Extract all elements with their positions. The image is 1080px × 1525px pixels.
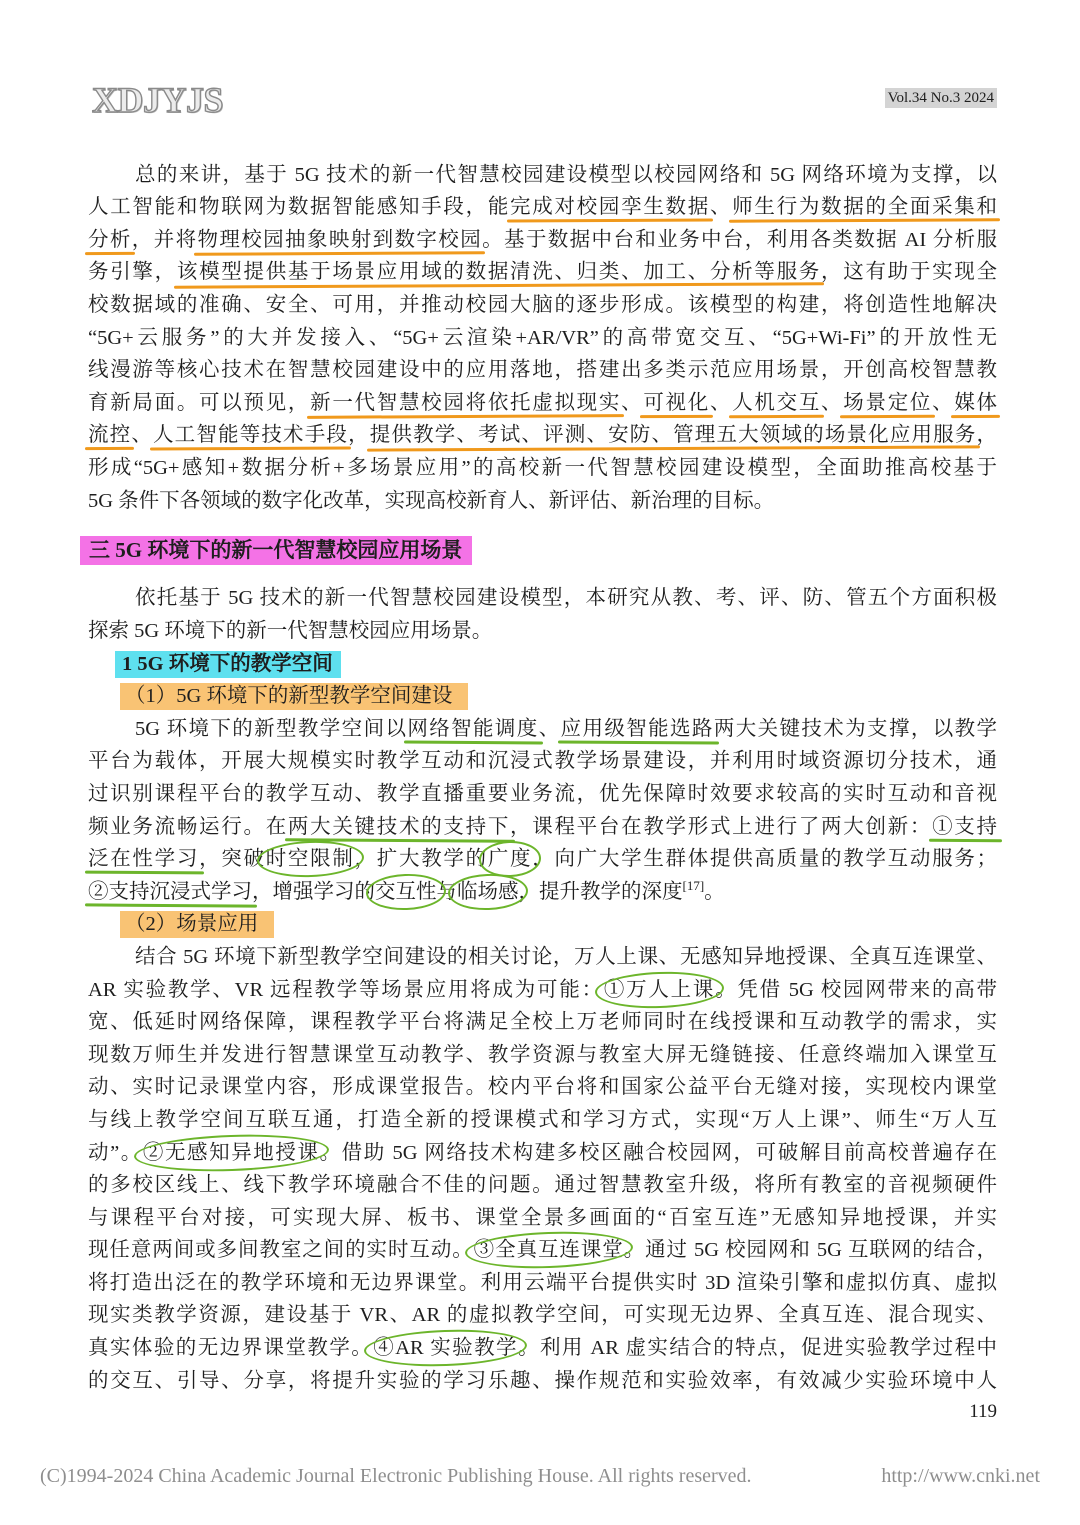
text-line bbox=[88, 256, 997, 289]
text-line bbox=[88, 713, 997, 746]
text-run: 、 bbox=[709, 196, 733, 219]
topic-heading-2 bbox=[88, 908, 997, 941]
text-line bbox=[88, 1234, 997, 1267]
text-line bbox=[88, 1332, 997, 1365]
text-run: 。 bbox=[704, 880, 725, 903]
green-circled-phrase: 临场感 bbox=[457, 880, 519, 903]
text-run: ，并将 bbox=[131, 228, 198, 251]
text-line bbox=[88, 1006, 997, 1039]
copyright-notice: (C)1994-2024 China Academic Journal Electronic Publishing House. All rights reserved. bbox=[40, 1465, 752, 1487]
issue-label: Vol.34 No.3 2024 bbox=[885, 88, 997, 108]
text-run: 。基于数据中台和业务中台，利用各类数据 AI 分析服 bbox=[482, 228, 998, 251]
text-run: 频业务流畅运行。在 bbox=[88, 815, 288, 838]
text-run: 现任意两间或多间教室之间的实时互动。 bbox=[88, 1239, 474, 1262]
text-line bbox=[88, 582, 997, 615]
text-run: “5G+云服务”的大并发接入、“5G+云渲染+AR/VR”的高带宽交互、“5G+Wi-Fi”的开放性无 bbox=[88, 326, 997, 349]
text-run: 校数据域的准确、安全、可用，并推动校园大脑的逐步形成。该模型的构建，将创造性地解决 bbox=[88, 294, 997, 317]
text-run: 、 bbox=[131, 424, 154, 447]
text-line bbox=[88, 159, 997, 192]
text-run: 与课程平台对接，可实现大屏、板书、课堂全景多画面的“百室互连”无感知异地授课，并实 bbox=[88, 1206, 997, 1229]
text-line bbox=[88, 1202, 997, 1235]
topic-heading-1 bbox=[88, 680, 997, 713]
green-underlined-phrase: ②支持沉浸式学习 bbox=[88, 880, 252, 903]
orange-underlined-phrase: 媒体 bbox=[954, 391, 998, 414]
text-run: ，这有助于实现全 bbox=[821, 261, 998, 284]
text-line bbox=[88, 224, 997, 257]
text-run: 。利用 AR 虚实结合的特点，促进实验教学过程中 bbox=[518, 1337, 998, 1360]
green-underlined-phrase: 两大关键技术的支持下 bbox=[287, 815, 511, 838]
topic-heading-1-text: （1）5G 环境下的新型教学空间建设 bbox=[120, 683, 468, 710]
orange-underlined-phrase: 完成对校园孪生数据 bbox=[510, 196, 710, 219]
green-underlined-phrase: 泛在性学习 bbox=[88, 848, 200, 871]
orange-underlined-phrase: 新一代智慧校园将依托虚拟现实 bbox=[310, 391, 622, 414]
orange-underlined-phrase: 人工智能等技术手段 bbox=[153, 424, 349, 447]
text-run: 育新局面。可以预见， bbox=[88, 391, 311, 414]
text-line bbox=[88, 1137, 997, 1170]
text-line bbox=[88, 876, 997, 909]
orange-underlined-phrase: 可视化 bbox=[643, 391, 710, 414]
text-line bbox=[88, 843, 997, 876]
text-run: ，向广大学生群体提供高质量的教学互动服务； bbox=[532, 848, 998, 871]
section-heading bbox=[88, 534, 997, 567]
text-run: ，突破 bbox=[199, 848, 266, 871]
text-run: 过识别课程平台的教学互动、教学直播重要业务流，优先保障时效要求较高的实时互动和音视 bbox=[88, 782, 997, 805]
paragraph-teaching-space bbox=[88, 713, 997, 909]
text-line bbox=[88, 322, 997, 355]
section-heading-text: 三 5G 环境下的新一代智慧校园应用场景 bbox=[80, 536, 472, 565]
text-run: ，课程平台在教学形式上进行了两大创新： bbox=[510, 815, 933, 838]
text-line bbox=[88, 1071, 997, 1104]
text-run: 真实体验的无边界课堂教学。 bbox=[88, 1337, 374, 1360]
paragraph-scenario-applications bbox=[88, 941, 997, 1397]
text-run: 、 bbox=[709, 391, 733, 414]
citation-superscript: [17] bbox=[682, 877, 705, 893]
green-circled-phrase: 广度 bbox=[487, 848, 533, 871]
orange-underlined-phrase: 场景定位 bbox=[843, 391, 933, 414]
text-run: 线漫游等核心技术在智慧校园建设中的应用落地，搭建出多类示范应用场景，开创高校智慧教 bbox=[88, 359, 997, 382]
text-run: 动、实时记录课堂内容，形成课堂报告。校内平台将和国家公益平台无缝对接，实现校内课堂 bbox=[88, 1076, 997, 1099]
text-run: ， bbox=[348, 424, 370, 447]
green-circled-phrase: ③全真互连课堂 bbox=[473, 1239, 624, 1262]
orange-underlined-phrase: 物理校园抽象映射到数字校园 bbox=[197, 228, 483, 251]
text-run: 5G 条件下各领域的数字化改革，实现高校新育人、新评估、新治理的目标。 bbox=[88, 489, 775, 512]
green-underlined-phrase: 应用级智能选路 bbox=[560, 717, 714, 740]
text-run: 现数万师生并发进行智慧课堂互动教学、教学资源与教室大屏无缝链接、任意终端加入课堂互 bbox=[88, 1043, 997, 1066]
orange-underlined-phrase: 该模型提供基于场景应用域的数据清洗、归类、加工、分析等服务 bbox=[176, 261, 822, 284]
orange-underlined-phrase: 师生行为数据的全面采集和 bbox=[732, 196, 998, 219]
footer-url: http://www.cnki.net bbox=[881, 1465, 1040, 1487]
green-underlined-phrase: 网络智能调度 bbox=[407, 717, 539, 740]
text-run: 将打造出泛在的教学环境和无边界课堂。利用云端平台提供实时 3D 渲染引擎和虚拟仿真、虚拟 bbox=[88, 1271, 997, 1294]
text-line bbox=[88, 387, 997, 420]
text-line bbox=[88, 974, 997, 1007]
text-run: ， bbox=[976, 424, 998, 447]
page-footer bbox=[40, 1463, 1040, 1489]
page-number: 119 bbox=[969, 1401, 997, 1422]
text-run: 依托基于 5G 技术的新一代智慧校园建设模型，本研究从教、考、评、防、管五个方面积极 bbox=[135, 587, 997, 610]
text-line bbox=[88, 1365, 997, 1398]
text-line bbox=[88, 778, 997, 811]
text-line bbox=[88, 419, 997, 452]
text-run: 平台为载体，开展大规模实时教学互动和沉浸式教学场景建设，并利用时域资源切分技术，通 bbox=[88, 750, 997, 773]
text-run: 的多校区线上、线下教学环境融合不佳的问题。通过智慧教室升级，将所有教室的音视频硬件 bbox=[88, 1174, 997, 1197]
text-line bbox=[88, 811, 997, 844]
text-run: 宽、低延时网络保障，课程教学平台将满足全校上万老师同时在线授课和互动教学的需求，实 bbox=[88, 1011, 997, 1034]
text-run: 结合 5G 环境下新型教学空间建设的相关讨论，万人上课、无感知异地授课、全真互连课堂、 bbox=[135, 945, 997, 968]
journal-logo: XDJYJS bbox=[92, 80, 224, 120]
subsection-heading bbox=[88, 648, 997, 681]
green-circled-phrase: ④AR 实验教学 bbox=[373, 1337, 519, 1360]
text-line bbox=[88, 1169, 997, 1202]
text-line bbox=[88, 745, 997, 778]
text-run: 。凭借 5G 校园网带来的高带 bbox=[715, 978, 997, 1001]
green-circled-phrase: 时空限制 bbox=[265, 848, 355, 871]
text-run: 人工智能和物联网为数据智能感知手段，能 bbox=[88, 196, 511, 219]
text-run: 、 bbox=[821, 391, 844, 414]
paragraph-model-summary bbox=[88, 159, 997, 518]
text-run: 总的来讲，基于 5G 技术的新一代智慧校园建设模型以校园网络和 5G 网络环境为支撑，以 bbox=[135, 163, 997, 186]
text-run: ，增强学习的 bbox=[252, 880, 375, 903]
text-line bbox=[88, 452, 997, 485]
orange-underlined-phrase: 流控 bbox=[88, 424, 132, 447]
text-run: 5G 环境下的新型教学空间以 bbox=[135, 717, 408, 740]
green-circled-phrase: ②无感知异地授课 bbox=[142, 1141, 320, 1164]
text-line bbox=[88, 941, 997, 974]
text-run: 探索 5G 环境下的新一代智慧校园应用场景。 bbox=[88, 620, 493, 642]
topic-heading-2-text: （2）场景应用 bbox=[120, 911, 274, 938]
orange-underlined-phrase: 人机交互 bbox=[732, 391, 822, 414]
text-run: 动”。 bbox=[88, 1141, 143, 1164]
text-line bbox=[88, 1267, 997, 1300]
text-run: 两大关键技术为支撑，以教学 bbox=[713, 717, 998, 740]
subsection-heading-text: 1 5G 环境下的教学空间 bbox=[115, 651, 341, 678]
text-line bbox=[88, 615, 997, 648]
paragraph-section-intro bbox=[88, 582, 997, 647]
text-line bbox=[88, 191, 997, 224]
text-run: 与线上教学空间互联互通，打造全新的授课模式和学习方式，实现“万人上课”、师生“万人互 bbox=[88, 1108, 997, 1131]
article-body bbox=[88, 159, 997, 1398]
green-circled-phrase: 交互性 bbox=[375, 880, 437, 903]
text-line bbox=[88, 1104, 997, 1137]
text-run: 的交互、引导、分享，将提升实验的学习乐趣、操作规范和实验效率，有效减少实验环境中人 bbox=[88, 1369, 997, 1392]
text-run: 、 bbox=[621, 391, 644, 414]
text-run: ，提升教学的深度 bbox=[518, 880, 683, 903]
text-run: 、 bbox=[538, 717, 561, 740]
text-line bbox=[88, 1039, 997, 1072]
text-line bbox=[88, 354, 997, 387]
text-line bbox=[88, 485, 997, 518]
text-run: 、 bbox=[932, 391, 955, 414]
text-run: 务引擎， bbox=[88, 261, 177, 284]
text-line bbox=[88, 1299, 997, 1332]
orange-underlined-phrase: 分析 bbox=[88, 228, 132, 251]
text-run: ，扩大教学的 bbox=[354, 848, 488, 871]
green-circled-phrase: ①万人上课 bbox=[603, 978, 716, 1001]
text-run: 形成“5G+感知+数据分析+多场景应用”的高校新一代智慧校园建设模型，全面助推高校基于 bbox=[88, 457, 997, 480]
text-run: 现实类教学资源，建设基于 VR、AR 的虚拟教学空间，可实现无边界、全真互连、混合现实、 bbox=[88, 1304, 997, 1327]
text-run: 。通过 5G 校园网和 5G 互联网的结合， bbox=[623, 1239, 998, 1262]
orange-underlined-phrase: 提供教学、考试、评测、安防、管理五大领域的场景化应用服务 bbox=[369, 424, 977, 447]
text-run: 与 bbox=[436, 880, 457, 903]
text-run: 。借助 5G 网络技术构建多校区融合校园网，可破解目前高校普遍存在 bbox=[319, 1141, 997, 1164]
green-underlined-phrase: ①支持 bbox=[932, 815, 998, 838]
text-run: AR 实验教学、VR 远程教学等场景应用将成为可能： bbox=[88, 978, 604, 1001]
text-line bbox=[88, 289, 997, 322]
